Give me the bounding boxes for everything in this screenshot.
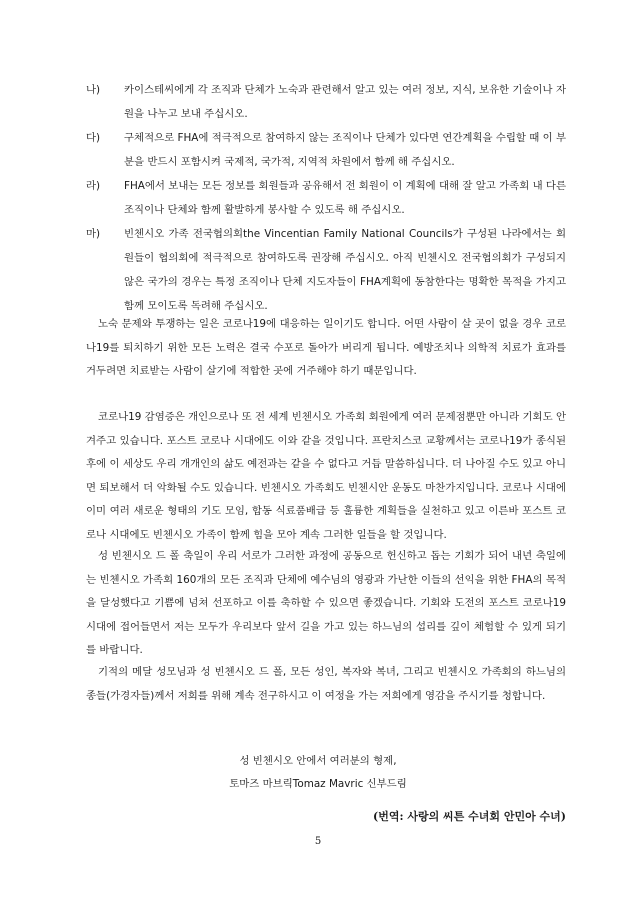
body-paragraph: 노숙 문제와 투쟁하는 일은 코로나19에 대응하는 일이기도 합니다. 어떤 사람이 살 곳이 없을 경우 코로나19를 퇴치하기 위한 모든 노력은 결국 수포로 돌아가 버리게 됩니다. 예방조치나 의학적 치료가 효과를 거두려면 치료받는 사람이 살기에 적합한 곳에 거주해야 하기 때문입니다. (86, 318, 566, 377)
body-paragraph: 코로나19 감염증은 개인으로나 또 전 세계 빈첸시오 가족회 회원에게 여러 문제점뿐만 아니라 기회도 안겨주고 있습니다. 포스트 코로나 시대에도 이와 같을 것입니다. 프란치스코 교황께서는 코로나19가 종식된 후에 이 세상도 우리 개개인의 삶도 예전과는 같을 수 없다고 거듭 말씀하십니다. 더 나아질 수도 있고 아니면 퇴보해서 더 악화될 수도 있습니다. 빈첸시오 가족회도 빈첸시안 운동도 마찬가지입니다. 코로나 시대에 이미 여러 새로운 형태의 기도 모임, 합동 식료품배급 등 훌륭한 계획들을 실천하고 있고 이른바 포스트 코로나 시대에도 빈첸시오 가족이 함께 힘을 모아 계속 그러한 일들을 할 것입니다. (86, 411, 566, 541)
list-marker: 라) (86, 180, 101, 192)
page-number: 5 (314, 836, 322, 847)
list-marker: 나) (86, 84, 101, 96)
list-item-text: 빈첸시오 가족 전국협의회the Vincentian Family National Councils가 구성된 나라에서는 회원들이 협의회에 적극적으로 참여하도록 권장해 주십시오. 아직 빈첸시오 전국협의회가 구성되지 않은 국가의 경우는 특정 조직이나 단체 지도자들이 FHA계획에 동참한다는 명확한 목적을 가지고 함께 모이도록 독려해 주십시오. (124, 228, 566, 312)
list-marker: 다) (86, 132, 101, 144)
action-list (86, 78, 566, 318)
list-item (86, 78, 566, 126)
list-item (86, 222, 566, 318)
translator-credit: (번역: 사랑의 씨튼 수녀회 안민아 수녀) (372, 810, 566, 823)
signature-name: 토마즈 마브릭Tomaz Mavric 신부드림 (229, 778, 407, 790)
body-paragraph: 기적의 메달 성모님과 성 빈첸시오 드 폴, 모든 성인, 복자와 복녀, 그리고 빈첸시오 가족회의 하느님의 종들(가경자들)께서 저희를 위해 계속 전구하시고 이 여정을 가는 저희에게 영감을 주시기를 청합니다. (86, 666, 566, 702)
signature-greeting: 성 빈첸시오 안에서 여러분의 형제, (239, 755, 397, 767)
list-item-text: FHA에서 보내는 모든 정보를 회원들과 공유해서 전 회원이 이 계획에 대해 잘 알고 가족회 내 다른 조직이나 단체와 함께 활발하게 봉사할 수 있도록 해 주십시오. (124, 180, 566, 216)
list-item-text: 구체적으로 FHA에 적극적으로 참여하지 않는 조직이나 단체가 있다면 연간계획을 수립할 때 이 부분을 반드시 포함시켜 국제적, 국가적, 지역적 차원에서 함께 해 주십시오. (124, 132, 566, 168)
list-item (86, 126, 566, 174)
list-item-text: 카이스테씨에게 각 조직과 단체가 노숙과 관련해서 알고 있는 여러 정보, 지식, 보유한 기술이나 자원을 나누고 보내 주십시오. (124, 84, 566, 120)
body-paragraph: 성 빈첸시오 드 폴 축일이 우리 서로가 그러한 과정에 공동으로 헌신하고 돕는 기회가 되어 내년 축일에는 빈첸시오 가족회 160개의 모든 조직과 단체에 예수님의 영광과 가난한 이들의 선익을 위한 FHA의 목적을 달성했다고 기쁨에 넘쳐 선포하고 이를 축하할 수 있으면 좋겠습니다. 기회와 도전의 포스트 코로나19 시대에 접어들면서 저는 모두가 우리보다 앞서 길을 가고 있는 하느님의 섭리를 깊이 체험할 수 있게 되기를 바랍니다. (86, 550, 566, 656)
list-marker: 마) (86, 228, 101, 240)
list-item (86, 174, 566, 222)
